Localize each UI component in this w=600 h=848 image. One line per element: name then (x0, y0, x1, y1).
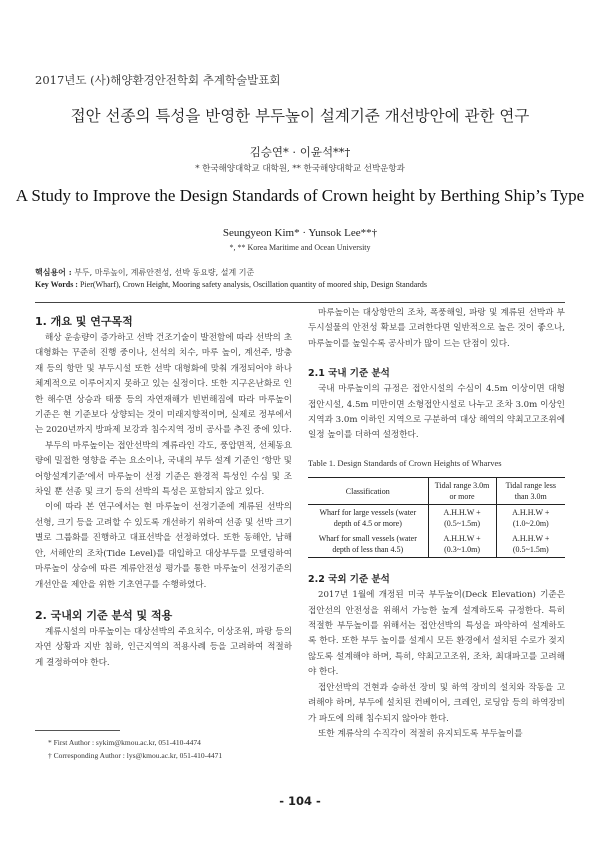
table-header-cell: Classification (345, 486, 390, 496)
section-1-paragraph-1: 해상 운송량이 증가하고 선박 건조기술이 발전함에 따라 선박의 초대형화는 꾸준히 진행 중이나, 선석의 치수, 마루 높이, 계선주, 방충재 등의 항만 및 부두시설 또한 선박 대형화에 맞춰 개정되어야 하나 체계적으로 이루어지지 못하고 있는 실정이다. 또한 지구온난화로 인한 해수면 상승과 태풍 등의 자연재해가 빈번해짐에 따라 마루높이 기준은 현 기준보다 상향되는 것이 미래지향적이며, 실제로 정부에서는 2020년까지 방파제 보강과 침수지역 정비 공사를 추진 중에 있다. (35, 333, 292, 436)
subsection-2-1-heading: 2.1 국내 기준 분석 (308, 368, 390, 380)
keywords-korean-label: 핵심용어 : (35, 267, 72, 277)
authors-english: Seungyeon Kim* · Yunsok Lee**† (222, 227, 378, 239)
table-cell: Wharf for large vessels (water depth of 4.5 or more) (319, 508, 417, 529)
table-cell (428, 531, 496, 558)
conference-header: 2017년도 (사)해양환경안전학회 추계학술발표회 (35, 73, 281, 87)
keywords-korean-text: 부두, 마루높이, 계류안전성, 선박 동요량, 설계 기준 (74, 268, 255, 277)
keywords-english (35, 280, 427, 289)
paper-title-korean: 접안 선종의 특성을 반영한 부두높이 설계기준 개선방안에 관한 연구 (70, 107, 530, 125)
right-column (308, 306, 565, 742)
section-1-paragraph-2: 부두의 마루높이는 접안선박의 계류라인 각도, 풍압면적, 선체동요량에 밀접한 영향을 주는 요소이나, 국내의 부두 설계 기준인 ‘항만 및 어항설계기준’에서 마루높이 선정 기준은 환경적 특성인 수심 및 조차일 뿐 선종 및 크기 등의 선박의 특성은 포함되지 않고 있다. (35, 440, 292, 498)
keywords-english-text: Pier(Wharf), Crown Height, Mooring safety analysis, Oscillation quantity of moored ship, Design Standards (79, 280, 428, 289)
paper-title-english: A Study to Improve the Design Standards of Crown height by Berthing Ship’s Type (15, 186, 585, 205)
subsection-2-2-paragraph-2: 접안선박의 건현과 승하선 장비 및 하역 장비의 설치와 작동을 고려해야 하며, 부두에 설치된 컨베이어, 크레인, 로딩암 등의 하역장비가 파도에 의해 침수되지 않아야 한다. (308, 682, 565, 724)
subsection-2-2-paragraph-3: 또한 계류삭의 수직각이 적절히 유지되도록 부두높이를 (318, 728, 523, 739)
keywords-english-label: Key Words : (35, 280, 78, 289)
intro-paragraph: 마루높이는 대상항만의 조차, 폭풍해일, 파랑 및 계류된 선박과 부두시설물의 안전성 확보를 고려한다면 일반적으로 높은 것이 좋으나, 마루높이를 높일수록 공사비가 많이 드는 단점이 있다. (308, 308, 565, 349)
footnote-first-author: * First Author : sykim@kmou.ac.kr, 051-410-4474 (48, 738, 201, 747)
table-header-row (308, 478, 565, 505)
left-column (35, 313, 292, 671)
section-1-heading: 1. 개요 및 연구목적 (35, 315, 133, 328)
table-cell: Wharf for small vessels (water depth of less than 4.5) (318, 534, 417, 555)
subsection-2-2-heading: 2.2 국외 기준 분석 (308, 574, 390, 586)
table-caption: Table 1. Design Standards of Crown Heights of Wharves (308, 457, 502, 468)
table-cell-line: A.H.H.W + (512, 534, 550, 544)
footnote-corresponding-author: † Corresponding Author : lys@kmou.ac.kr, 051-410-4471 (48, 751, 223, 760)
table-cell-line: (0.3~1.0m) (444, 545, 480, 555)
table-cell-line: A.H.H.W + (443, 534, 481, 544)
table-cell-line: (1.0~2.0m) (512, 519, 549, 529)
table-row (308, 505, 565, 532)
authors-korean: 김승연* · 이윤석**† (249, 145, 351, 159)
table-cell (428, 505, 496, 532)
section-2-heading: 2. 국내외 기준 분석 및 적용 (35, 608, 173, 622)
design-standards-table (308, 477, 565, 558)
section-1-paragraph-3: 이에 따라 본 연구에서는 현 마루높이 선정기준에 계류된 선박의 선형, 크기 등을 고려할 수 있도록 개선하기 위하여 선종 및 선박 크기별로 그룹화를 진행하고 대표선박을 선정하였다. 또한 동해안, 남해안, 서해안의 조차(Tide Level)를 대입하고 대상부두를 모델링하여 마루높이 상승에 따른 계류안전성 평가를 통한 마루높이 선정기준의 개선안을 제안을 위한 기초연구를 수행하였다. (35, 502, 292, 590)
page-number: - 104 - (279, 794, 321, 808)
table-cell (496, 531, 565, 558)
table-cell-line: A.H.H.W + (512, 508, 550, 518)
keywords-korean (35, 267, 254, 278)
affiliations-english: *, ** Korea Maritime and Ocean University (229, 243, 371, 252)
table-cell-line: (0.5~1.5m) (512, 545, 549, 555)
subsection-2-1-paragraph: 국내 마루높이의 규정은 접안시설의 수심이 4.5m 이상이면 대형접안시설, 4.5m 미만이면 소형접안시설로 나누고 조차 3.0m 이상인 지역과 3.0m 이하인 지역으로 구분하여 대상 해역의 약최고고조위에 일정 높이를 더하여 설정한다. (308, 384, 565, 441)
section-2-paragraph-1: 계류시설의 마루높이는 대상선박의 주요치수, 이상조위, 파랑 등의 자연 상황과 지반 침하, 인근지역의 적용사례 등을 고려하여 적절하게 결정하여야 한다. (35, 626, 292, 668)
table-row (308, 531, 565, 558)
footnote-divider (35, 730, 120, 731)
table-cell (496, 505, 565, 532)
subsection-2-2-paragraph-1: 2017년 1월에 개정된 미국 부두높이(Deck Elevation) 기준은 접안선의 안전성을 위해서 가능한 높게 설계하도록 규정한다. 특히 적절한 부두높이를 위해서는 접안선박의 특성을 파악하여 설계하도록 한다. 또한 부두 높이를 설계시 모든 환경에서 설치된 수로가 젖지 않도록 설계해야 하며, 특히, 약최고고조위, 조차, 최대파고를 고려해야 한다. (308, 590, 565, 678)
table-cell-line: (0.5~1.5m) (444, 519, 480, 529)
table-header-cell: Tidal range 3.0m or more (428, 478, 496, 505)
affiliations-korean: * 한국해양대학교 대학원, ** 한국해양대학교 선박운항과 (195, 164, 405, 174)
table-cell-line: A.H.H.W + (443, 508, 481, 518)
header-divider (35, 302, 565, 303)
table-header-cell: Tidal range less than 3.0m (496, 478, 565, 505)
